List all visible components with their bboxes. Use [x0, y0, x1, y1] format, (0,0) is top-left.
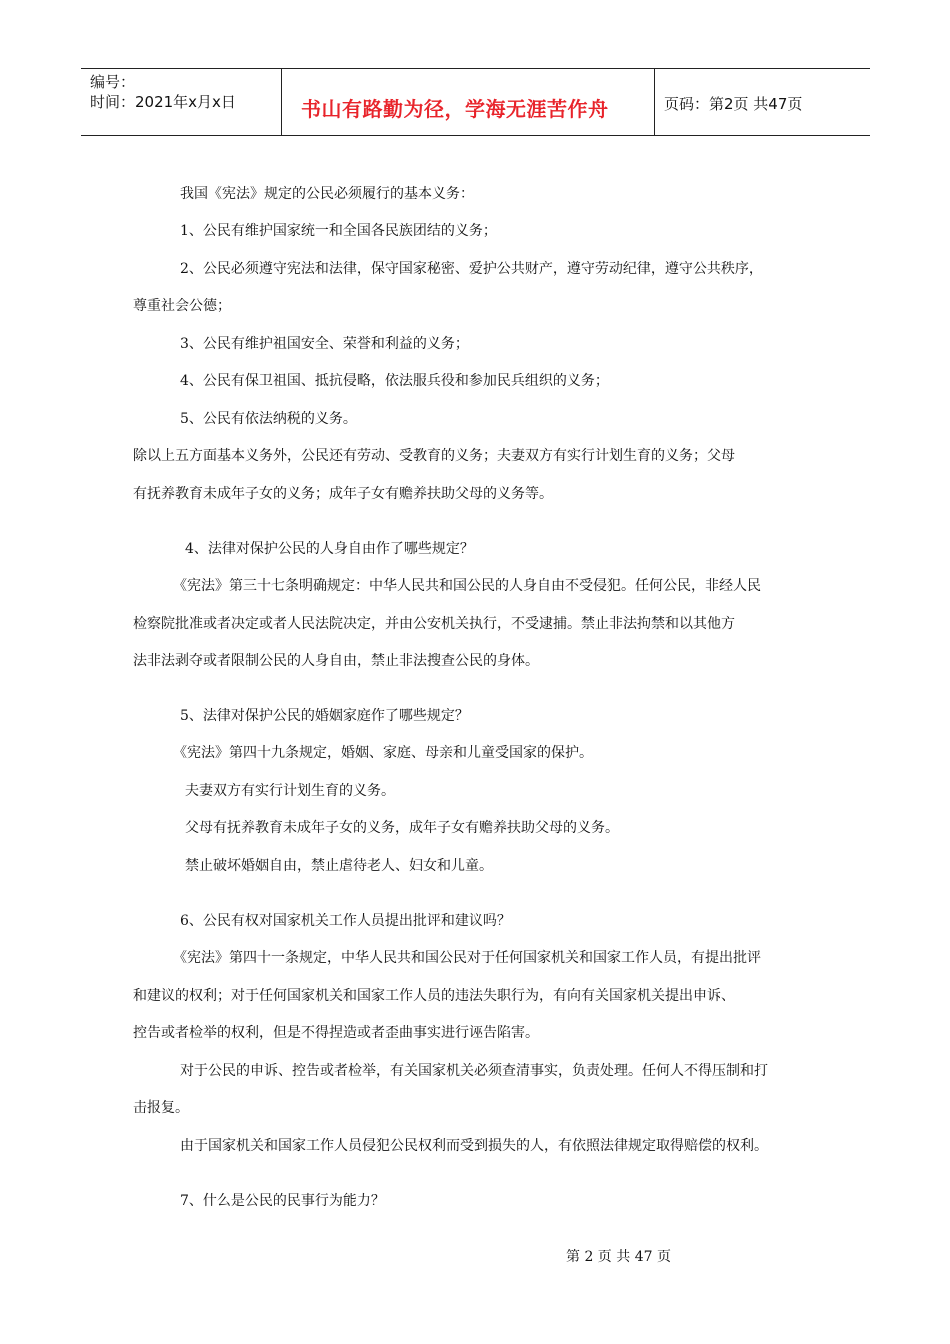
- question-heading: 6、公民有权对国家机关工作人员提出批评和建议吗？: [180, 913, 511, 929]
- header-page-cell: [655, 69, 870, 135]
- header-info-cell: [81, 69, 282, 135]
- body-line: 3、公民有维护祖国安全、荣誉和利益的义务；: [180, 336, 469, 352]
- body-line: 4、公民有保卫祖国、抵抗侵略，依法服兵役和参加民兵组织的义务；: [180, 373, 609, 389]
- body-line: 击报复。: [133, 1100, 189, 1116]
- body-line: 对于公民的申诉、控告或者检举，有关国家机关必须查清事实，负责处理。任何人不得压制和打: [180, 1063, 768, 1079]
- body-line: 禁止破坏婚姻自由，禁止虐待老人、妇女和儿童。: [185, 858, 493, 874]
- body-line: 检察院批准或者决定或者人民法院决定，并由公安机关执行，不受逮捕。禁止非法拘禁和以其他方: [133, 616, 735, 632]
- document-number-label: 编号：: [90, 73, 136, 91]
- body-line: 5、公民有依法纳税的义务。: [180, 411, 357, 427]
- page-header: [81, 68, 870, 136]
- body-line: 夫妻双方有实行计划生育的义务。: [185, 783, 395, 799]
- header-page-number: 页码：第2页 共47页: [664, 95, 803, 113]
- body-line: 尊重社会公德；: [133, 298, 231, 314]
- body-line: 1、公民有维护国家统一和全国各民族团结的义务；: [180, 223, 497, 239]
- question-heading: 5、法律对保护公民的婚姻家庭作了哪些规定？: [180, 708, 469, 724]
- body-line: 和建议的权利；对于任何国家机关和国家工作人员的违法失职行为，有向有关国家机关提出申诉、: [133, 988, 735, 1004]
- body-line: 《宪法》第四十一条规定，中华人民共和国公民对于任何国家机关和国家工作人员，有提出批评: [173, 950, 761, 966]
- header-motto: 书山有路勤为径，学海无涯苦作舟: [301, 97, 609, 121]
- body-line: 《宪法》第四十九条规定，婚姻、家庭、母亲和儿童受国家的保护。: [173, 745, 593, 761]
- body-line: 2、公民必须遵守宪法和法律，保守国家秘密、爱护公共财产，遵守劳动纪律，遵守公共秩序，: [180, 261, 763, 277]
- document-date-label: 时间：2021年x月x日: [90, 93, 236, 111]
- body-line: 有抚养教育未成年子女的义务；成年子女有赡养扶助父母的义务等。: [133, 486, 553, 502]
- body-line: 除以上五方面基本义务外，公民还有劳动、受教育的义务；夫妻双方有实行计划生育的义务；父母: [133, 448, 735, 464]
- body-line: 父母有抚养教育未成年子女的义务，成年子女有赡养扶助父母的义务。: [185, 820, 619, 836]
- body-line: 控告或者检举的权利，但是不得捏造或者歪曲事实进行诬告陷害。: [133, 1025, 539, 1041]
- question-heading: 4、法律对保护公民的人身自由作了哪些规定？: [185, 541, 474, 557]
- question-heading: 7、什么是公民的民事行为能力？: [180, 1193, 385, 1209]
- body-line: 法非法剥夺或者限制公民的人身自由，禁止非法搜查公民的身体。: [133, 653, 539, 669]
- header-motto-cell: [282, 69, 655, 135]
- body-line: 《宪法》第三十七条明确规定：中华人民共和国公民的人身自由不受侵犯。任何公民，非经人民: [173, 578, 761, 594]
- body-line: 我国《宪法》规定的公民必须履行的基本义务：: [180, 186, 474, 202]
- body-line: 由于国家机关和国家工作人员侵犯公民权利而受到损失的人，有依照法律规定取得赔偿的权利。: [180, 1138, 768, 1154]
- page-footer: 第 2 页 共 47 页: [566, 1249, 671, 1265]
